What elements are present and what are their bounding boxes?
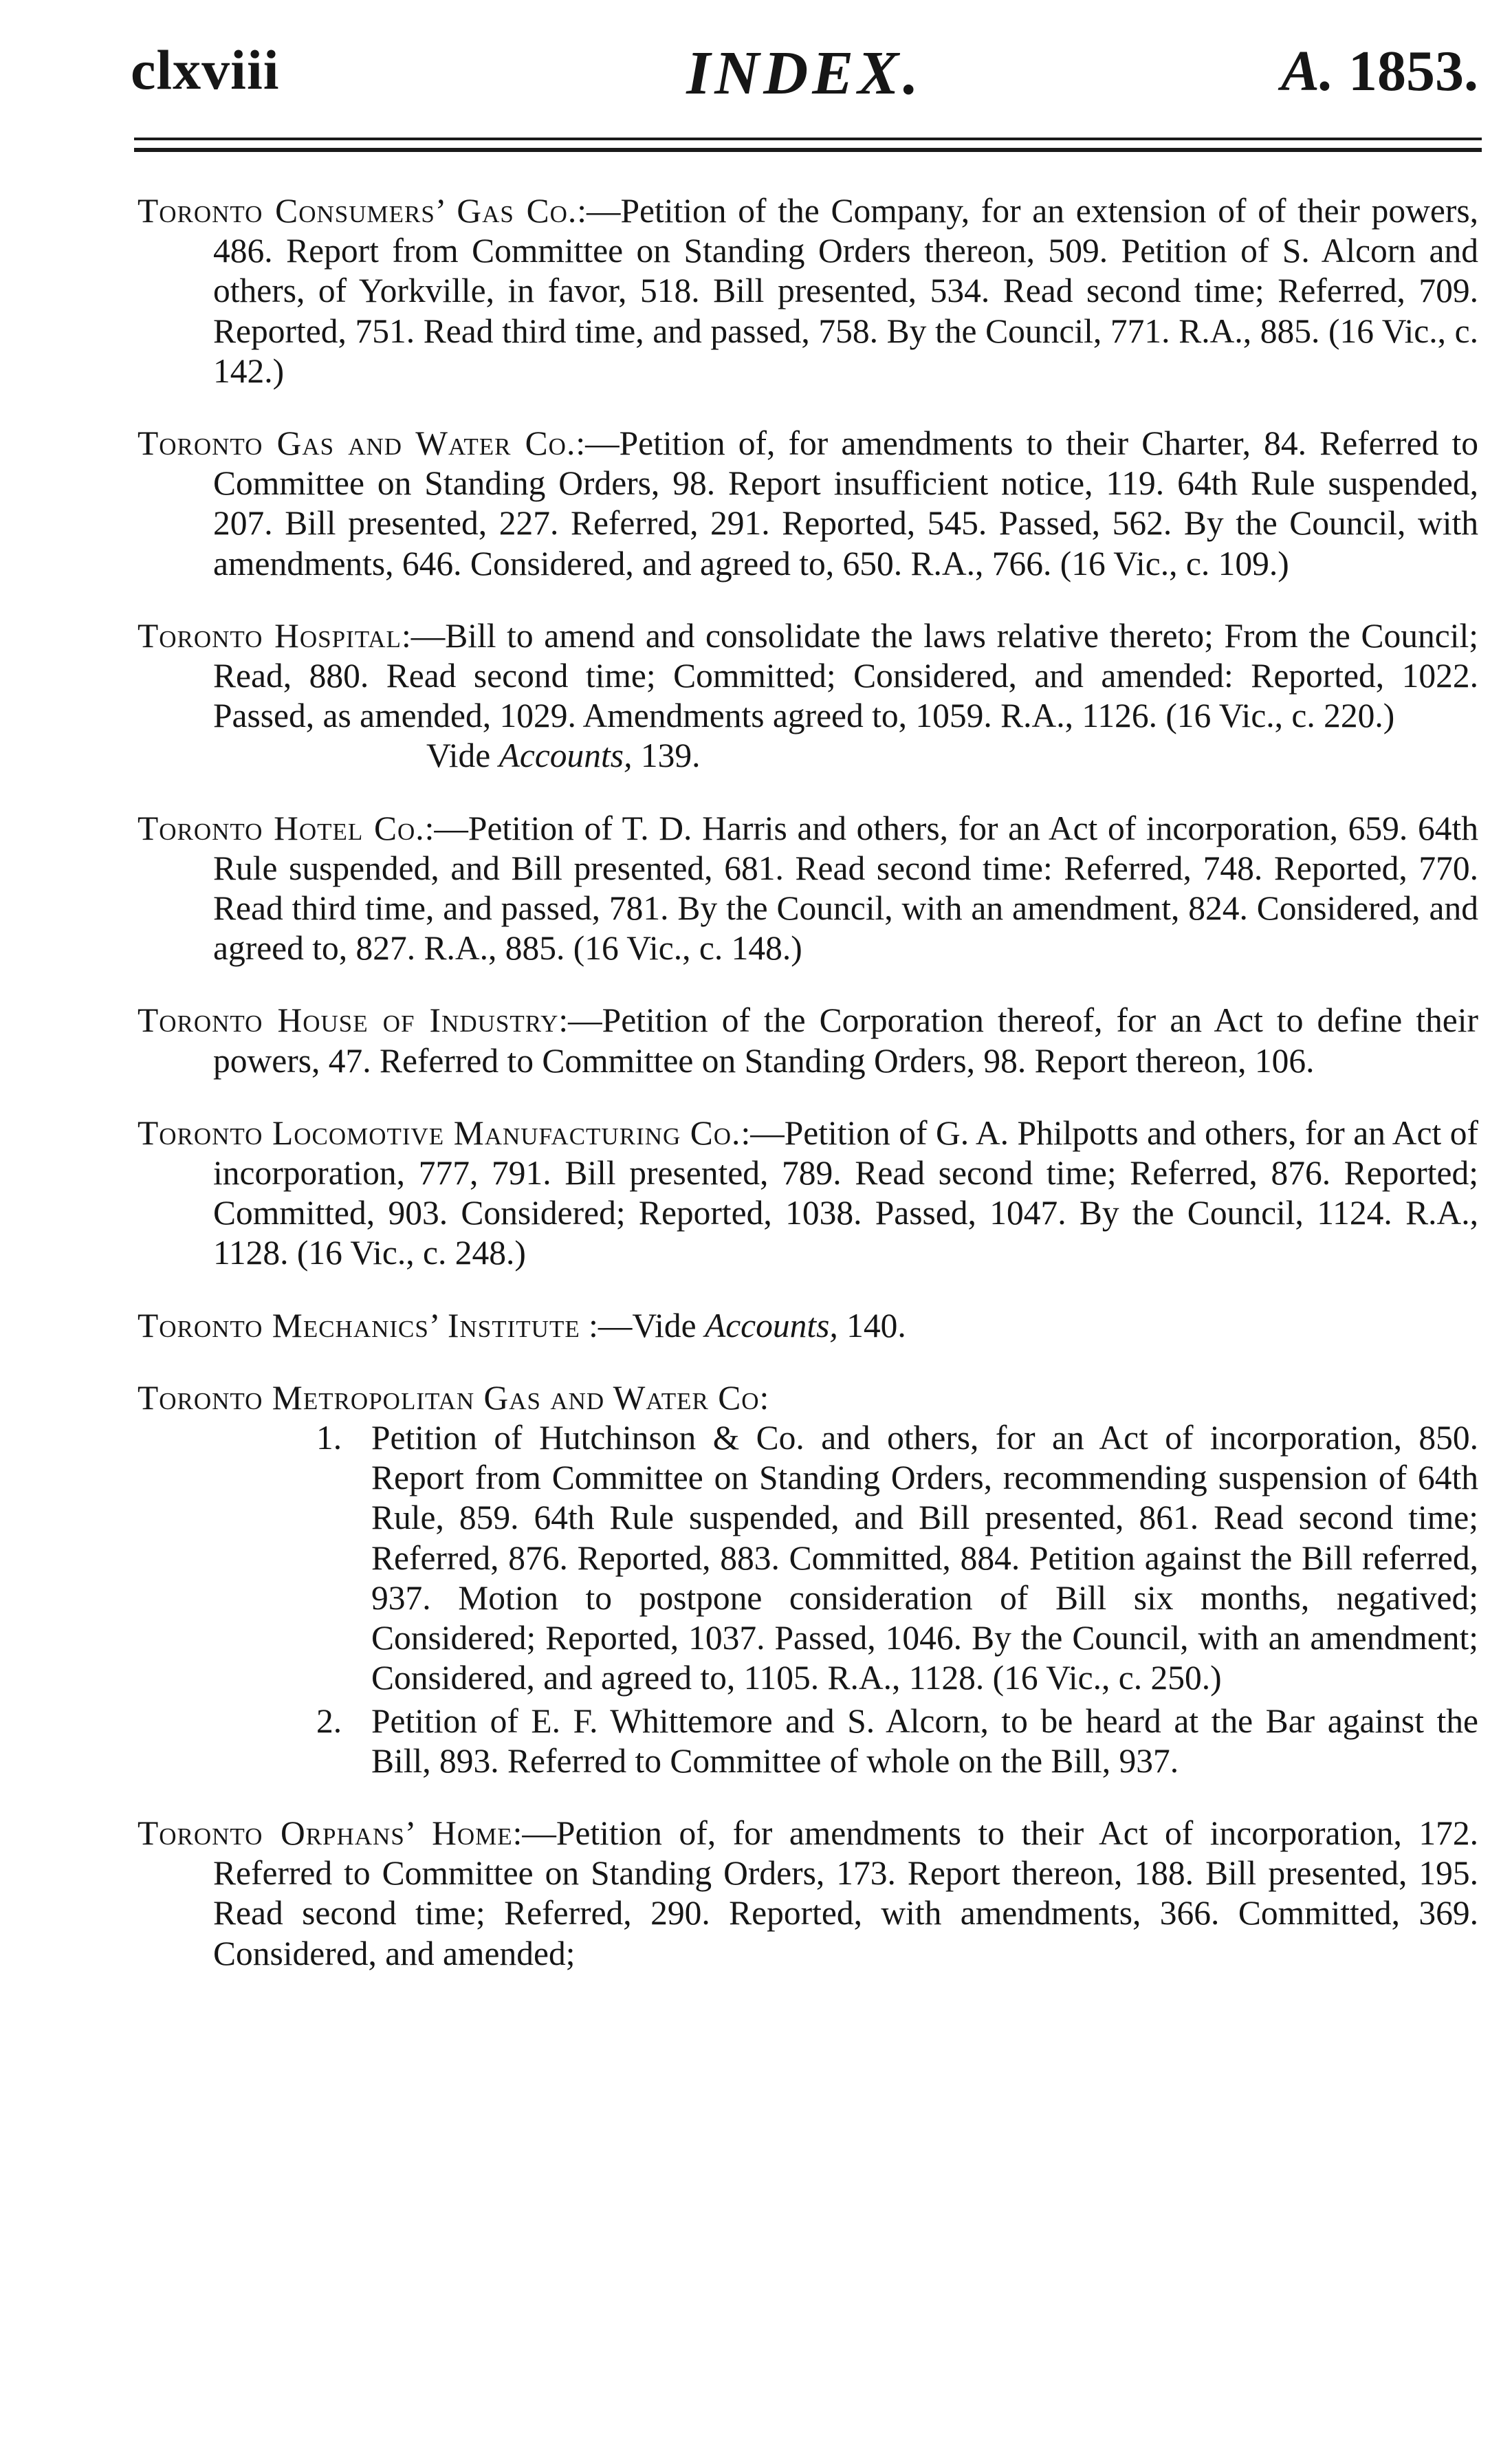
running-title: INDEX. xyxy=(686,39,923,107)
entry-text: :—Petition of G. A. Philpotts and others, for an Act of incorporation, 777, 791. Bill presented, 789. Read second time; Referred, 876. Reported; Committed, 903. Considered; Reported, 1038. Passed, 1047. By the Council, 1124. R.A., 1128. (16 Vic., c. 248.) xyxy=(213,1113,1478,1272)
sub-entry xyxy=(213,1418,1478,1698)
entry-italic: Accounts, xyxy=(704,1306,838,1345)
entry-text: : xyxy=(759,1378,769,1417)
entry-text: :—Vide xyxy=(580,1306,705,1345)
entry-text: :—Petition of T. D. Harris and others, for an Act of incorporation, 659. 64th Rule suspended, and Bill presented, 681. Read second time: Referred, 748. Reported, 770. Read third time, and passed, 781. By the Council, with an amendment, 824. Considered, and agreed to, 827. R.A., 885. (16 Vic., c. 148.) xyxy=(213,809,1478,968)
sub-entry-number: 1. xyxy=(316,1419,342,1457)
index-entry xyxy=(138,616,1478,776)
entry-heading: Toronto Consumers’ Gas Co. xyxy=(138,192,578,230)
index-entry xyxy=(138,1378,1478,1781)
entry-text: :—Petition of, for amendments to their Act of incorporation, 172. Referred to Committee on Standing Orders, 173. Report thereon, 188. Bill presented, 195. Read second time; Referred, 290. Reported, with amendments, 366. Committed, 369. Considered, and amended; xyxy=(213,1814,1478,1972)
session-year xyxy=(1281,38,1478,105)
sub-entry-text: Petition of Hutchinson & Co. and others, for an Act of incorporation, 850. Report from Committee on Standing Orders, recommending suspension of 64th Rule, 859. 64th Rule suspended, and Bill presented, 861. Read second time; Referred, 876. Reported, 883. Committed, 884. Petition against the Bill referred, 937. Motion to postpone consideration of Bill six months, negatived; Considered; Reported, 1037. Passed, 1046. By the Council, with an amendment; Considered, and agreed to, 1105. R.A., 1128. (16 Vic., c. 250.) xyxy=(371,1419,1478,1697)
entry-heading: Toronto Locomotive Manufacturing Co. xyxy=(138,1113,741,1152)
sub-entry-list xyxy=(213,1418,1478,1781)
page-header xyxy=(131,38,1478,113)
sub-entry xyxy=(213,1701,1478,1781)
entry-heading: Toronto Metropolitan Gas and Water Co xyxy=(138,1378,760,1417)
index-entry xyxy=(138,1814,1478,1974)
entry-heading: Toronto Mechanics’ Institute xyxy=(138,1306,580,1345)
vide-page: 139. xyxy=(640,737,701,775)
entry-text: :—Petition of the Company, for an extension of of their powers, 486. Report from Committee on Standing Orders thereon, 509. Petition of S. Alcorn and others, of Yorkville, in favor, 518. Bill presented, 534. Read second time; Referred, 709. Reported, 751. Read third time, and passed, 758. By the Council, 771. R.A., 885. (16 Vic., c. 142.) xyxy=(213,192,1478,390)
index-entry xyxy=(138,1306,1478,1346)
header-rule-bottom xyxy=(134,148,1482,152)
entry-text: :—Bill to amend and consolidate the laws relative thereto; From the Council; Read, 880. Read second time; Committed; Considered, and amended: Reported, 1022. Passed, as amended, 1029. Amendments agreed to, 1059. R.A., 1126. (16 Vic., c. 220.) xyxy=(213,616,1479,735)
cross-reference xyxy=(213,736,1478,776)
entry-text: :—Petition of, for amendments to their Charter, 84. Referred to Committee on Standing Orders, 98. Report insufficient notice, 119. 64th Rule suspended, 207. Bill presented, 227. Referred, 291. Reported, 545. Passed, 562. By the Council, with amendments, 646. Considered, and agreed to, 650. R.A., 766. (16 Vic., c. 109.) xyxy=(213,424,1478,583)
index-entry xyxy=(138,191,1478,391)
header-rule-top xyxy=(134,138,1482,140)
sub-entry-text: Petition of E. F. Whittemore and S. Alcorn, to be heard at the Bar against the Bill, 893. Referred to Committee of whole on the Bill, 937. xyxy=(371,1701,1478,1780)
entry-heading: Toronto Hospital xyxy=(138,616,402,655)
entry-heading: Toronto Orphans’ Home xyxy=(138,1814,513,1852)
entry-text: :—Petition of the Corporation thereof, for an Act to define their powers, 47. Referred to Committee on Standing Orders, 98. Report thereon, 106. xyxy=(213,1001,1478,1080)
page-number: clxviii xyxy=(131,39,280,101)
vide-ref: Accounts, xyxy=(498,737,633,775)
index-entry xyxy=(138,809,1478,969)
index-entry xyxy=(138,1001,1478,1080)
vide-word: Vide xyxy=(426,737,491,775)
index-entry xyxy=(138,1113,1478,1274)
entry-heading: Toronto House of Industry xyxy=(138,1001,559,1040)
sub-entry-number: 2. xyxy=(316,1701,342,1740)
index-entries xyxy=(138,191,1478,1974)
entry-heading: Toronto Gas and Water Co. xyxy=(138,424,576,463)
year-number: 1853. xyxy=(1348,39,1478,103)
entry-heading: Toronto Hotel Co. xyxy=(138,809,425,847)
entry-tail: 140. xyxy=(837,1306,906,1345)
index-entry xyxy=(138,424,1478,584)
session-letter: A. xyxy=(1280,39,1334,103)
